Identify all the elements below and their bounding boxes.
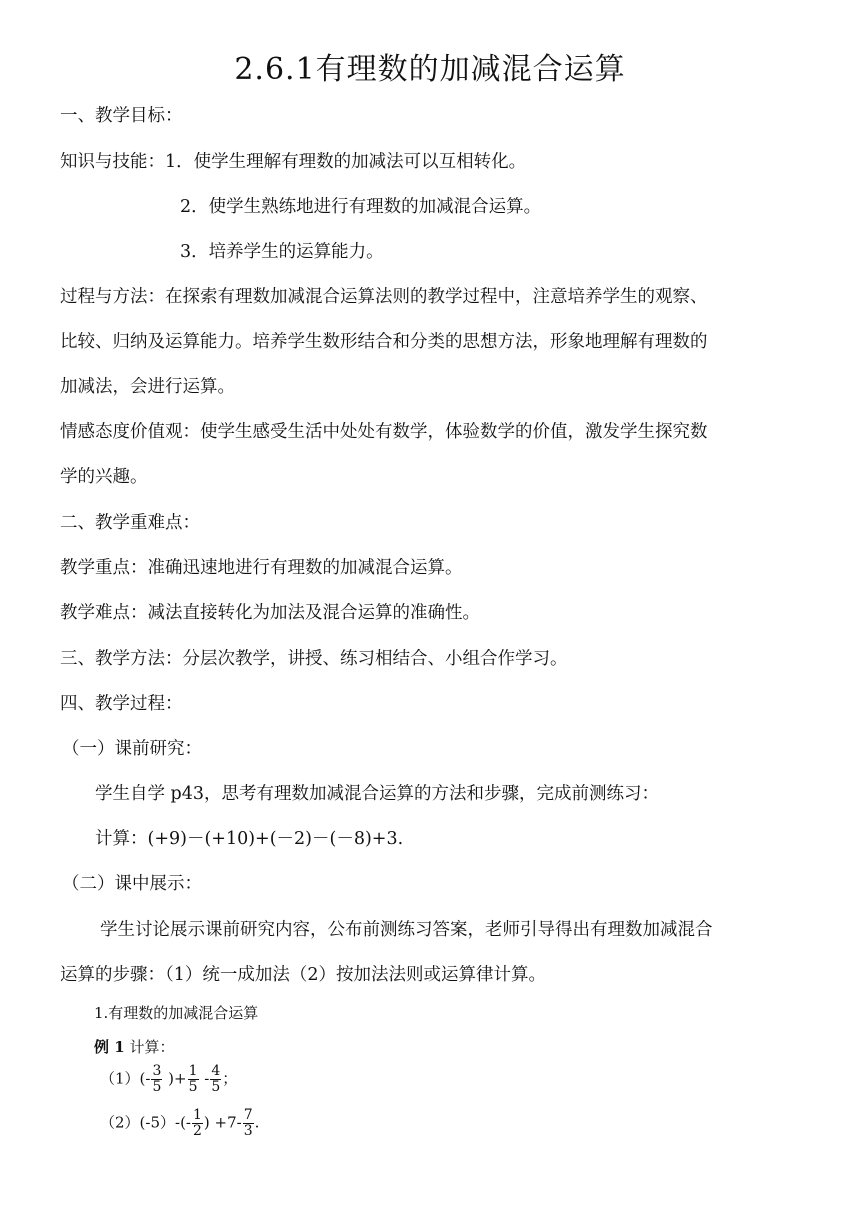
process-line-1: 过程与方法：在探索有理数加减混合运算法则的教学过程中，注意培养学生的观察、 bbox=[60, 287, 708, 307]
emotion-line-2: 学的兴趣。 bbox=[60, 467, 148, 487]
ex2-end: . bbox=[254, 1113, 260, 1132]
discussion-line-2: 运算的步骤：（1）统一成加法（2）按加法法则或运算律计算。 bbox=[60, 965, 547, 985]
ex2-mid1: ) +7- bbox=[203, 1113, 242, 1132]
fraction-1-2 bbox=[192, 1108, 203, 1139]
subsection-pre-study: （一）课前研究： bbox=[62, 739, 202, 759]
pre-study-text: 学生自学 p43，思考有理数加减混合运算的方法和步骤，完成前测练习： bbox=[95, 784, 660, 804]
skills-item-3: 3．培养学生的运算能力。 bbox=[180, 242, 384, 262]
subsection-in-class: （二）课中展示： bbox=[62, 874, 202, 894]
example-suffix: 计算： bbox=[124, 1038, 175, 1056]
skills-label: 知识与技能： bbox=[60, 152, 165, 172]
process-line-3: 加减法，会进行运算。 bbox=[60, 377, 235, 397]
discussion-line-1: 学生讨论展示课前研究内容，公布前测练习答案，老师引导得出有理数加减混合 bbox=[100, 920, 713, 940]
skills-line-1 bbox=[60, 148, 526, 173]
fraction-numerator: 3 bbox=[152, 1063, 162, 1079]
skills-item-2: 2．使学生熟练地进行有理数的加减混合运算。 bbox=[180, 197, 542, 217]
fraction-7-3 bbox=[243, 1108, 254, 1139]
section-teaching-process: 四、教学过程： bbox=[60, 694, 183, 714]
fraction-numerator: 1 bbox=[193, 1107, 202, 1123]
difficult-point: 教学难点：减法直接转化为加法及混合运算的准确性。 bbox=[60, 603, 480, 623]
fraction-denominator: 5 bbox=[152, 1079, 162, 1095]
example-item-1 bbox=[100, 1064, 237, 1095]
section-teaching-method: 三、教学方法：分层次教学，讲授、练习相结合、小组合作学习。 bbox=[60, 649, 568, 669]
fraction-3-5 bbox=[151, 1064, 162, 1095]
fraction-denominator: 2 bbox=[193, 1123, 202, 1139]
ex1-prefix: （1）(- bbox=[100, 1069, 151, 1088]
fraction-denominator: 5 bbox=[211, 1079, 221, 1095]
example-heading bbox=[94, 1036, 174, 1057]
fraction-1-5 bbox=[188, 1064, 199, 1095]
emotion-line-1: 情感态度价值观：使学生感受生活中处处有数学，体验数学的价值，激发学生探究数 bbox=[60, 422, 708, 442]
fraction-denominator: 5 bbox=[188, 1079, 198, 1095]
section-key-difficult: 二、教学重难点： bbox=[60, 513, 200, 533]
fraction-numerator: 1 bbox=[188, 1063, 198, 1079]
pre-calc-text: 计算：(+9)－(+10)+(－2)－(－8)+3. bbox=[95, 829, 404, 849]
section-teaching-objectives: 一、教学目标： bbox=[60, 106, 183, 126]
skills-item-1: 1．使学生理解有理数的加减法可以互相转化。 bbox=[165, 152, 527, 172]
example-item-2 bbox=[100, 1108, 259, 1139]
ex1-mid1: )+ bbox=[163, 1069, 187, 1088]
ex2-prefix: （2）(-5）-(- bbox=[100, 1113, 191, 1132]
fraction-4-5 bbox=[210, 1064, 221, 1095]
fraction-numerator: 7 bbox=[243, 1107, 253, 1123]
fraction-numerator: 4 bbox=[211, 1063, 221, 1079]
key-point: 教学重点：准确迅速地进行有理数的加减混合运算。 bbox=[60, 558, 463, 578]
ex1-end: ； bbox=[222, 1069, 238, 1088]
fraction-denominator: 3 bbox=[243, 1123, 253, 1139]
process-line-2: 比较、归纳及运算能力。培养学生数形结合和分类的思想方法，形象地理解有理数的 bbox=[60, 332, 708, 352]
topic-heading: 1.有理数的加减混合运算 bbox=[94, 1004, 259, 1022]
document-title: 2.6.1有理数的加减混合运算 bbox=[234, 52, 626, 87]
example-label: 例 1 bbox=[94, 1038, 125, 1056]
ex1-mid2: - bbox=[199, 1069, 210, 1088]
